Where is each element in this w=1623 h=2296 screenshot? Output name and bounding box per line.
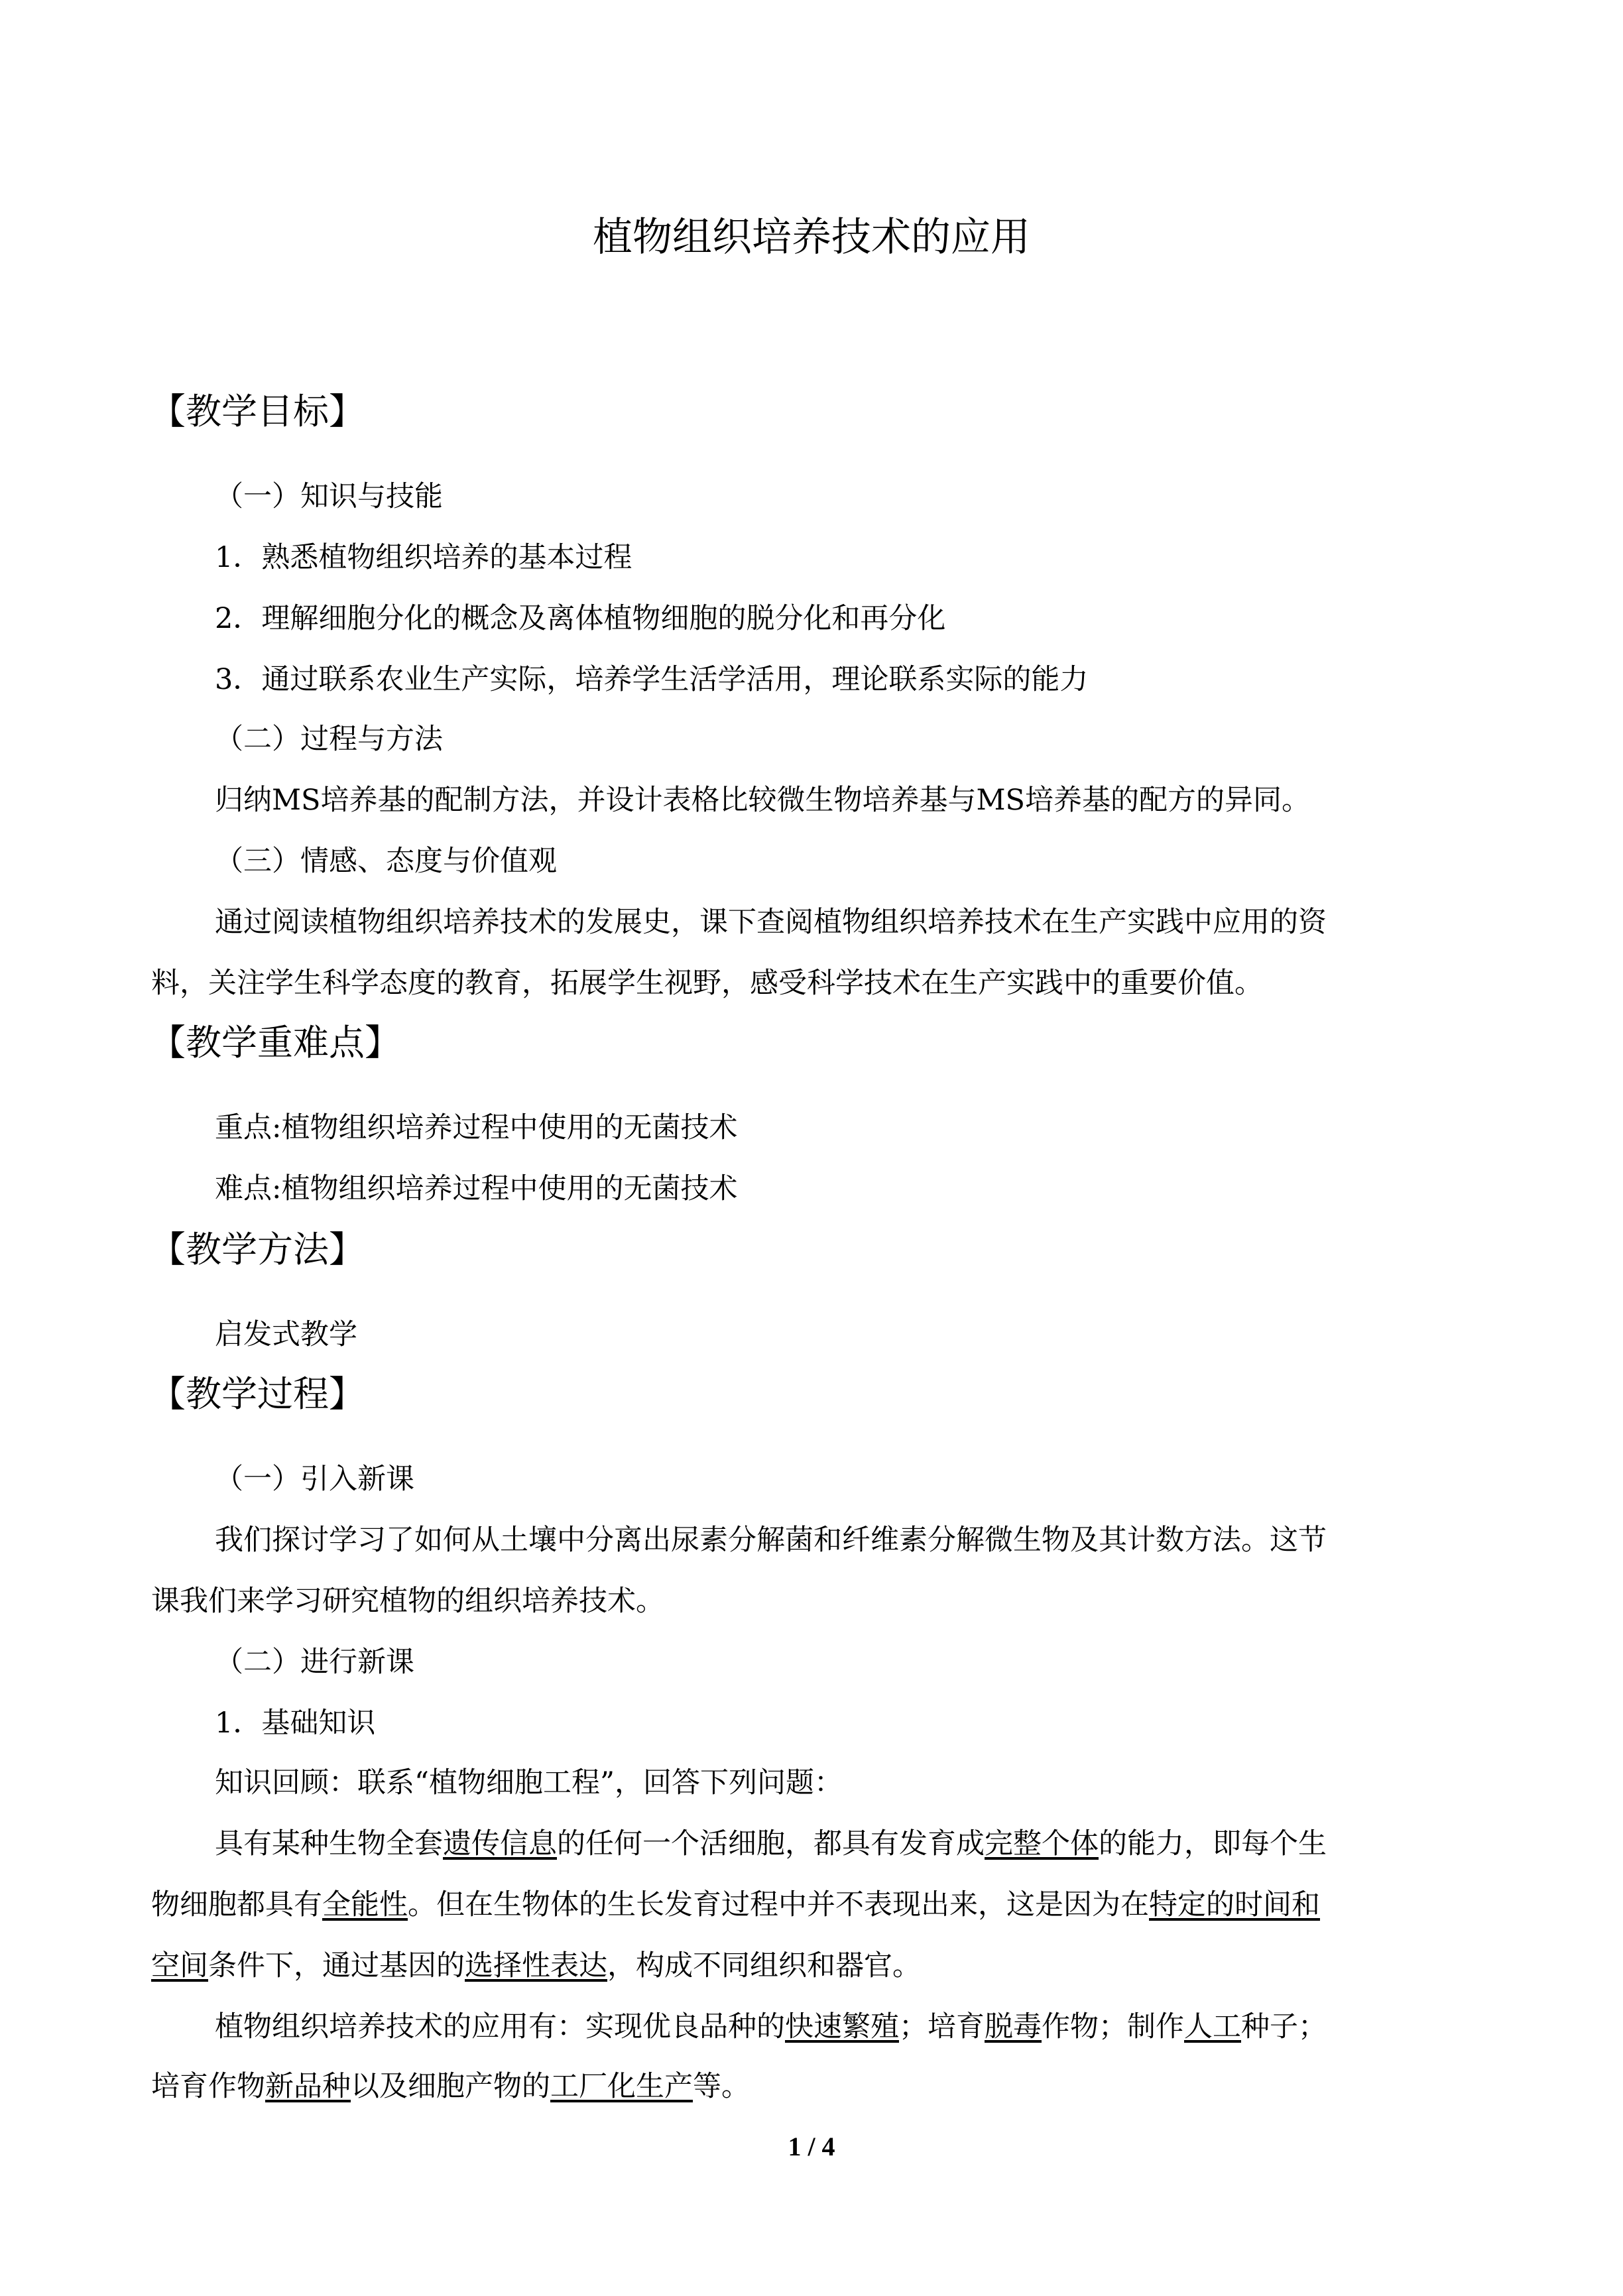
heading-teaching-methods: 【教学方法】 [150, 1229, 365, 1270]
subheading-new-lesson: （二）进行新课 [215, 1646, 414, 1679]
method-text: 归纳MS培养基的配制方法，并设计表格比较微生物培养基与MS培养基的配方的异同。 [215, 784, 1310, 817]
text-run: 的能力，即每个生 [1099, 1827, 1327, 1860]
text-run: 条件下，通过基因的 [208, 1949, 465, 1982]
underlined-term: 快速繁殖 [785, 2010, 899, 2043]
intro-line-1: 我们探讨学习了如何从土壤中分离出尿素分解菌和纤维素分解微生物及其计数方法。这节 [215, 1524, 1327, 1557]
heading-key-points: 【教学重难点】 [150, 1022, 400, 1063]
text-run: 具有某种生物全套 [215, 1827, 443, 1860]
text-run: 。但在生物体的生长发育过程中并不表现出来，这是因为在 [408, 1888, 1149, 1921]
subheading-knowledge: （一）知识与技能 [215, 480, 443, 513]
text-run: 植物组织培养技术的应用有：实现优良品种的 [215, 2010, 785, 2043]
key-point: 重点:植物组织培养过程中使用的无菌技术 [215, 1111, 738, 1144]
paragraph-applications-line-2 [151, 2070, 750, 2103]
underlined-term: 选择性表达 [465, 1949, 607, 1982]
underlined-term: 遗传信息 [443, 1827, 557, 1860]
text-run: ；培育 [899, 2010, 985, 2043]
underlined-term: 脱毒 [985, 2010, 1042, 2043]
intro-line-2: 课我们来学习研究植物的组织培养技术。 [151, 1585, 664, 1618]
attitude-line-2: 料，关注学生科学态度的教育，拓展学生视野，感受科学技术在生产实践中的重要价值。 [151, 967, 1263, 1000]
subheading-attitude: （三）情感、态度与价值观 [215, 845, 557, 878]
heading-teaching-process: 【教学过程】 [150, 1373, 365, 1415]
underlined-term: 新品种 [265, 2070, 351, 2103]
underlined-term: 完整个体 [985, 1827, 1099, 1860]
page-title: 植物组织培养技术的应用 [593, 214, 1030, 261]
paragraph-totipotency-line-2 [151, 1888, 1320, 1921]
text-run: 等。 [693, 2070, 750, 2103]
method-heuristic: 启发式教学 [215, 1318, 357, 1351]
heading-teaching-goals: 【教学目标】 [150, 391, 365, 432]
text-run: 以及细胞产物的 [351, 2070, 550, 2103]
paragraph-totipotency-line-1 [215, 1827, 1327, 1860]
knowledge-review: 知识回顾：联系“植物细胞工程”，回答下列问题： [215, 1766, 843, 1799]
paragraph-totipotency-line-3 [151, 1949, 921, 1982]
text-run: 作物；制作 [1042, 2010, 1184, 2043]
subheading-process-method: （二）过程与方法 [215, 723, 443, 756]
subheading-intro: （一）引入新课 [215, 1463, 414, 1496]
text-run: 种子； [1241, 2010, 1327, 2043]
underlined-term: 全能性 [322, 1888, 408, 1921]
goal-item-2: 2．理解细胞分化的概念及离体植物细胞的脱分化和再分化 [215, 602, 946, 635]
text-run: ，构成不同组织和器官。 [607, 1949, 921, 1982]
difficult-point: 难点:植物组织培养过程中使用的无菌技术 [215, 1172, 738, 1205]
page-number: 1 / 4 [788, 2132, 835, 2161]
attitude-line-1: 通过阅读植物组织培养技术的发展史，课下查阅植物组织培养技术在生产实践中应用的资 [215, 906, 1327, 939]
text-run: 的任何一个活细胞，都具有发育成 [557, 1827, 985, 1860]
item-basic-knowledge: 1．基础知识 [215, 1707, 376, 1740]
underlined-term: 特定的时间和 [1149, 1888, 1320, 1921]
text-run: 物细胞都具有 [151, 1888, 322, 1921]
goal-item-1: 1．熟悉植物组织培养的基本过程 [215, 541, 632, 574]
underlined-term: 空间 [151, 1949, 208, 1982]
goal-item-3: 3．通过联系农业生产实际，培养学生活学活用，理论联系实际的能力 [215, 663, 1089, 696]
text-run: 培育作物 [151, 2070, 265, 2103]
underlined-term: 人工 [1184, 2010, 1241, 2043]
paragraph-applications-line-1 [215, 2010, 1327, 2043]
underlined-term: 工厂化生产 [550, 2070, 693, 2103]
